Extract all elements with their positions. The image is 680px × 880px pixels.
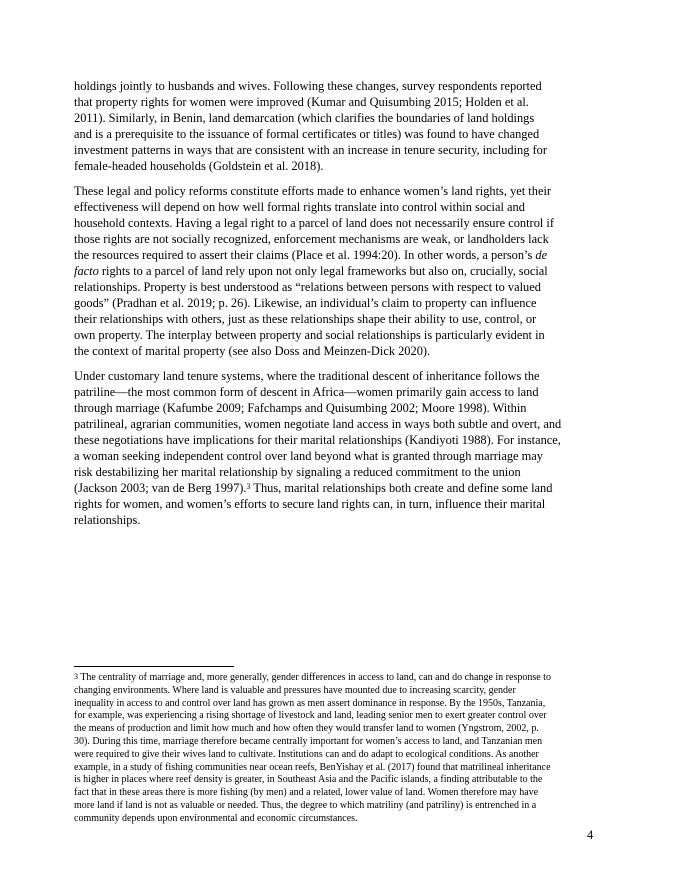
text-line: household contexts. Having a legal right to a parcel of land does not necessarily ensure control if	[74, 216, 554, 230]
text-line: through marriage (Kafumbe 2009; Fafchamps and Quisumbing 2002; Moore 1998). Within	[74, 401, 527, 415]
italic-term: de	[535, 248, 548, 262]
text-line: a woman seeking independent control over land beyond what is granted through marriage may	[74, 449, 543, 463]
footnote-line	[74, 672, 551, 685]
footnote-reference[interactable]: 3	[246, 482, 251, 491]
paragraph-2	[74, 183, 554, 359]
text-line: female-headed households (Goldstein et al. 2018).	[74, 159, 324, 173]
footnote-line: the means of production and limit how much and how often they would transfer land to women (Yngstrom, 2002, p.	[74, 723, 539, 735]
text-line: rights for women, and women’s efforts to secure land rights can, in turn, influence their marital	[74, 497, 546, 511]
text-line: 2011). Similarly, in Benin, land demarcation (which clarifies the boundaries of land holdings	[74, 111, 535, 125]
text-line: patrilineal, agrarian communities, women negotiate land access in ways both subtle and overt, and	[74, 417, 562, 431]
text-line: that property rights for women were improved (Kumar and Quisumbing 2015; Holden et al.	[74, 95, 529, 109]
text-line: these negotiations have implications for their marital relationships (Kandiyoti 1988). For instance,	[74, 433, 561, 447]
text-segment: The centrality of marriage and, more generally, gender differences in access to land, can and do change in response to	[78, 672, 551, 683]
text-line: patriline—the most common form of descent in Africa—women primarily gain access to land	[74, 385, 539, 399]
text-segment: the resources required to assert their claims (Place et al. 1994:20). In other words, a person’s	[74, 248, 533, 262]
italic-term: facto	[74, 264, 99, 278]
footnote-separator	[74, 666, 234, 667]
text-line: their relationships with others, just as these relationships shape their ability to use, control, or	[74, 312, 537, 326]
text-segment: Thus, marital relationships both create and define some land	[250, 481, 553, 495]
footnote-line: is higher in places where reef density is greater, in Southeast Asia and the Pacific islands, a finding attributable to the	[74, 774, 543, 786]
footnote-line: example, in a study of fishing communities near ocean reefs, BenYishay et al. (2017) found that matrilineal inheritance	[74, 761, 551, 773]
footnote-line: fact that in these areas there is more fishing (by men) and a related, lower value of land. Women therefore may have	[74, 787, 539, 799]
footnote-line: were required to give their wives land to cultivate. Institutions can and do adapt to ecological conditions. As another	[74, 748, 539, 760]
text-line: holdings jointly to husbands and wives. Following these changes, survey respondents reported	[74, 79, 542, 93]
text-line: and is a prerequisite to the issuance of formal certificates or titles) was found to have changed	[74, 127, 540, 141]
footnote	[74, 672, 551, 826]
footnote-marker: 3	[74, 672, 78, 681]
paragraph-1	[74, 78, 547, 174]
text-line: those rights are not socially recognized, enforcement mechanisms are weak, or landholders lack	[74, 232, 549, 246]
footnote-line: changing environments. Where land is valuable and pressures have mounted due to increasing scarcity, gender	[74, 684, 516, 696]
text-line	[74, 480, 561, 496]
footnote-line: more land if land is not as valuable or needed. Thus, the degree to which matriliny (and patriliny) is entrenched in a	[74, 799, 537, 811]
text-line: the context of marital property (see also Doss and Meinzen-Dick 2020).	[74, 344, 431, 358]
text-line: relationships.	[74, 513, 141, 527]
text-line: These legal and policy reforms constitute efforts made to enhance women’s land rights, yet their	[74, 184, 552, 198]
page-number: 4	[587, 828, 594, 842]
text-line: relationships. Property is best understood as “relations between persons with respect to valued	[74, 280, 541, 294]
text-line: Under customary land tenure systems, where the traditional descent of inheritance follows the	[74, 369, 540, 383]
text-line	[74, 247, 554, 263]
paragraph-3	[74, 368, 561, 528]
text-segment: rights to a parcel of land rely upon not only legal frameworks but also on, crucially, social	[101, 264, 548, 278]
text-line	[74, 263, 554, 279]
footnote-line: 30). During this time, marriage therefore became centrally important for women’s access to land, and Tanzanian men	[74, 735, 543, 747]
text-line: investment patterns in ways that are consistent with an increase in tenure security, including for	[74, 143, 547, 157]
footnote-line: community depends upon environmental and economic circumstances.	[74, 812, 358, 824]
text-segment: (Jackson 2003; van de Berg 1997).	[74, 481, 247, 495]
text-line: goods” (Pradhan et al. 2019; p. 26). Likewise, an individual’s claim to property can influence	[74, 296, 537, 310]
text-line: risk destabilizing her marital relationship by signaling a reduced commitment to the union	[74, 465, 521, 479]
footnote-line: inequality in access to and control over land has grown as men assert dominance in response. By the 1950s, Tanzania,	[74, 697, 546, 709]
text-line: own property. The interplay between property and social relationships is particularly evident in	[74, 328, 545, 342]
text-line: effectiveness will depend on how well formal rights translate into control within social and	[74, 200, 525, 214]
footnote-line: for example, was experiencing a rising shortage of livestock and land, leading senior men to exert greater control over	[74, 710, 547, 722]
